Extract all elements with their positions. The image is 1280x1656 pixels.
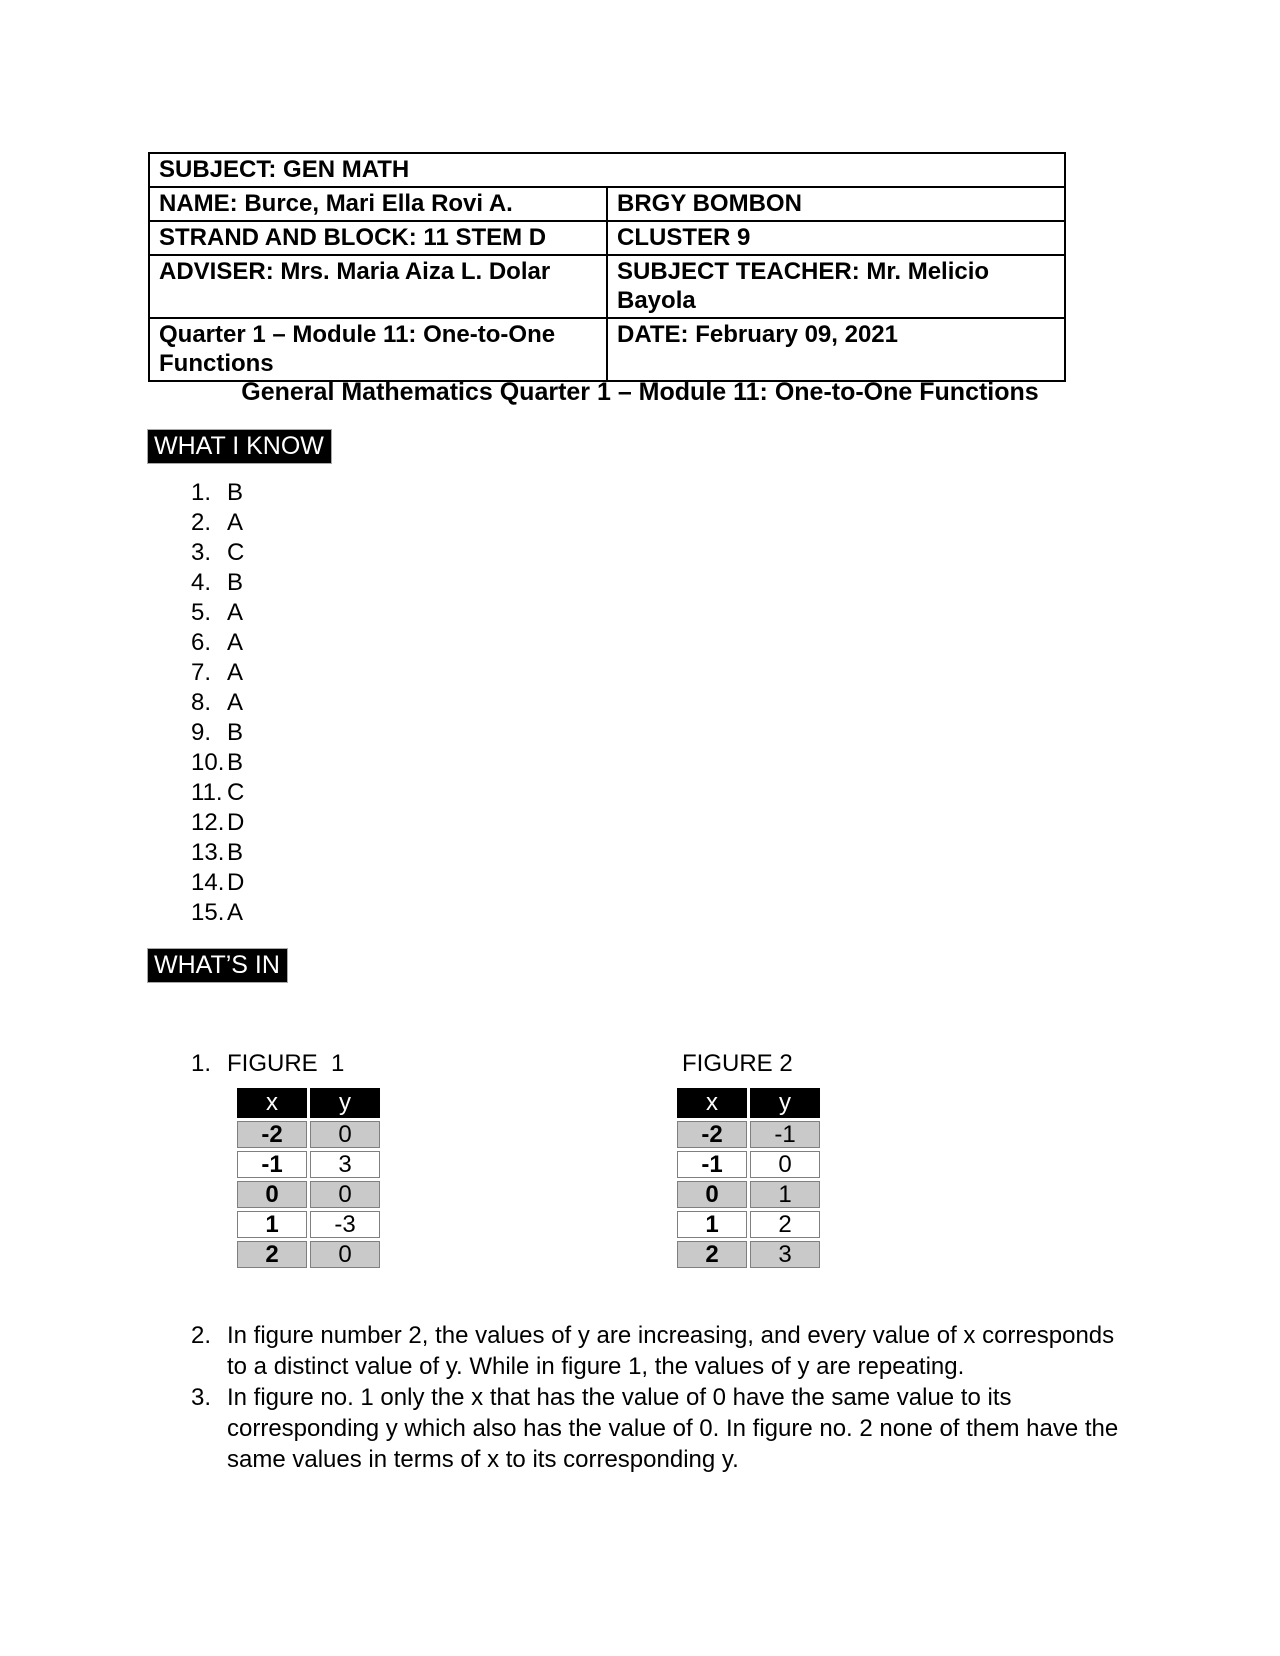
- y-value: 0: [310, 1241, 380, 1268]
- answer-number: 1.: [191, 479, 212, 506]
- item-text: In figure no. 1 only the x that has the value of 0 have the same value to its corresponding y which also has the value of 0. In figure no. 2 none of them have the same values in terms of x to its corresponding y.: [227, 1384, 1119, 1473]
- answer-item: [191, 568, 244, 598]
- answer-number: 12.: [191, 809, 225, 836]
- x-value: 0: [677, 1181, 747, 1208]
- x-value: 0: [237, 1181, 307, 1208]
- answer-item: [191, 868, 244, 898]
- table-row: [149, 187, 1065, 221]
- x-column-header: x: [237, 1088, 307, 1118]
- table-row: [237, 1241, 380, 1268]
- y-value: 1: [750, 1181, 820, 1208]
- table-row: [237, 1181, 380, 1208]
- name-cell: NAME: Burce, Mari Ella Rovi A.: [149, 187, 607, 221]
- page-title: General Mathematics Quarter 1 – Module 11: One-to-One Functions: [241, 378, 1039, 406]
- y-value: 3: [310, 1151, 380, 1178]
- answer-letter: B: [227, 719, 244, 746]
- answer-item: [191, 478, 244, 508]
- whats-in-item-2: [191, 1320, 1123, 1382]
- x-value: -1: [237, 1151, 307, 1178]
- y-value: 2: [750, 1211, 820, 1238]
- figure-2-label: FIGURE 2: [682, 1050, 793, 1077]
- figure-1-table: [234, 1085, 383, 1271]
- figure-1-label-line: [191, 1050, 344, 1078]
- x-column-header: x: [677, 1088, 747, 1118]
- answer-item: [191, 538, 244, 568]
- x-value: 1: [677, 1211, 747, 1238]
- table-row: [237, 1121, 380, 1148]
- answer-number: 13.: [191, 839, 225, 866]
- answer-number: 9.: [191, 719, 212, 746]
- answers-list: [191, 478, 244, 928]
- adviser-cell: ADVISER: Mrs. Maria Aiza L. Dolar: [149, 255, 607, 318]
- answer-item: [191, 898, 244, 928]
- answer-letter: A: [227, 689, 244, 716]
- table-row: [149, 221, 1065, 255]
- answer-letter: A: [227, 899, 244, 926]
- table-row: [149, 318, 1065, 381]
- answer-letter: A: [227, 629, 244, 656]
- table-row: [149, 255, 1065, 318]
- table-header-row: [677, 1088, 820, 1118]
- figure-2-table: [674, 1085, 823, 1271]
- section-heading-what-i-know: WHAT I KNOW: [148, 430, 331, 463]
- answer-item: [191, 838, 244, 868]
- answer-letter: C: [227, 539, 245, 566]
- x-value: -1: [677, 1151, 747, 1178]
- module-cell: Quarter 1 – Module 11: One-to-One Functions: [149, 318, 607, 381]
- y-value: -3: [310, 1211, 380, 1238]
- whats-in-answers: [191, 1320, 1123, 1475]
- table-row: [677, 1241, 820, 1268]
- barangay-cell: BRGY BOMBON: [607, 187, 1065, 221]
- answer-letter: D: [227, 869, 245, 896]
- answer-item: [191, 688, 244, 718]
- item-text: In figure number 2, the values of y are increasing, and every value of x corresponds to a distinct value of y. While in figure 1, the values of y are repeating.: [227, 1322, 1115, 1380]
- answer-letter: C: [227, 779, 245, 806]
- table-row: [677, 1181, 820, 1208]
- whats-in-item-3: [191, 1382, 1123, 1475]
- y-value: 0: [310, 1121, 380, 1148]
- y-column-header: y: [310, 1088, 380, 1118]
- item-number: 2.: [191, 1322, 212, 1349]
- item-number: 1.: [191, 1050, 212, 1077]
- answer-number: 6.: [191, 629, 212, 656]
- answer-item: [191, 508, 244, 538]
- x-value: 2: [677, 1241, 747, 1268]
- cluster-cell: CLUSTER 9: [607, 221, 1065, 255]
- student-info-table: [148, 152, 1066, 382]
- answer-letter: B: [227, 569, 244, 596]
- answer-letter: B: [227, 839, 244, 866]
- y-value: 3: [750, 1241, 820, 1268]
- answer-letter: D: [227, 809, 245, 836]
- answer-number: 3.: [191, 539, 212, 566]
- answer-number: 8.: [191, 689, 212, 716]
- answer-item: [191, 658, 244, 688]
- table-row: [237, 1211, 380, 1238]
- subject-teacher-cell: SUBJECT TEACHER: Mr. Melicio Bayola: [607, 255, 1065, 318]
- figure-1-label: FIGURE 1: [227, 1050, 345, 1077]
- section-heading-whats-in: WHAT’S IN: [148, 949, 287, 982]
- answer-number: 10.: [191, 749, 225, 776]
- answer-number: 15.: [191, 899, 225, 926]
- answer-letter: B: [227, 749, 244, 776]
- y-value: 0: [750, 1151, 820, 1178]
- answer-letter: A: [227, 599, 244, 626]
- x-value: 1: [237, 1211, 307, 1238]
- answer-number: 11.: [191, 779, 223, 806]
- table-header-row: [237, 1088, 380, 1118]
- y-value: -1: [750, 1121, 820, 1148]
- x-value: -2: [237, 1121, 307, 1148]
- y-value: 0: [310, 1181, 380, 1208]
- date-cell: DATE: February 09, 2021: [607, 318, 1065, 381]
- item-number: 3.: [191, 1384, 212, 1411]
- answer-item: [191, 718, 244, 748]
- answer-item: [191, 808, 244, 838]
- subject-cell: SUBJECT: GEN MATH: [149, 153, 1065, 187]
- answer-item: [191, 778, 244, 808]
- x-value: -2: [677, 1121, 747, 1148]
- table-row: [677, 1211, 820, 1238]
- answer-item: [191, 748, 244, 778]
- answer-item: [191, 598, 244, 628]
- answer-number: 7.: [191, 659, 212, 686]
- answer-item: [191, 628, 244, 658]
- x-value: 2: [237, 1241, 307, 1268]
- answer-letter: B: [227, 479, 244, 506]
- table-row: [237, 1151, 380, 1178]
- strand-block-cell: STRAND AND BLOCK: 11 STEM D: [149, 221, 607, 255]
- answer-number: 2.: [191, 509, 212, 536]
- table-row: [677, 1151, 820, 1178]
- y-column-header: y: [750, 1088, 820, 1118]
- answer-letter: A: [227, 659, 244, 686]
- answer-number: 4.: [191, 569, 212, 596]
- answer-number: 5.: [191, 599, 212, 626]
- answer-letter: A: [227, 509, 244, 536]
- table-row: [149, 153, 1065, 187]
- answer-number: 14.: [191, 869, 225, 896]
- table-row: [677, 1121, 820, 1148]
